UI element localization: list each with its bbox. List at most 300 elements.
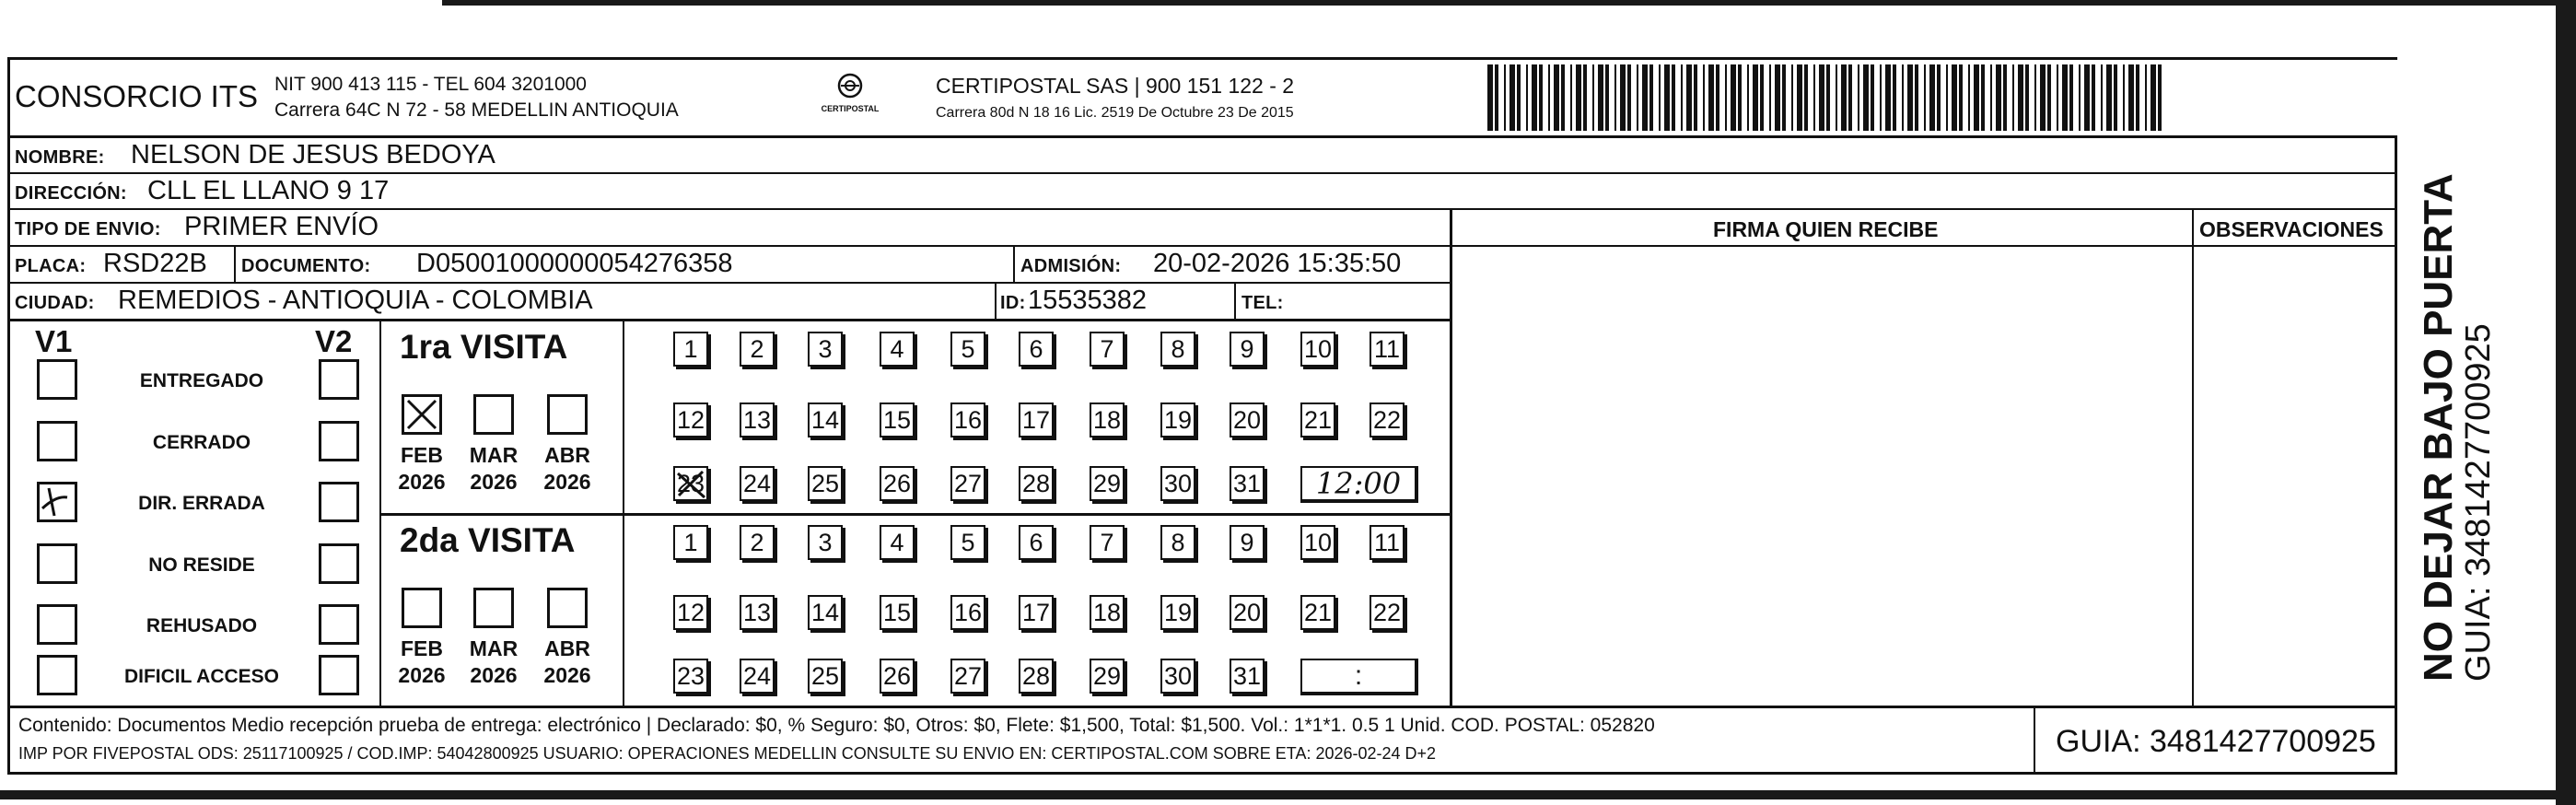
second-visit-day-box[interactable] — [1090, 595, 1125, 630]
month-label — [534, 442, 600, 496]
day-number: 12 — [676, 598, 705, 626]
day-number: 20 — [1232, 598, 1262, 626]
barcode-bar — [2128, 64, 2134, 131]
month-name: MAR — [469, 443, 519, 467]
barcode-bar — [1924, 64, 1926, 131]
second-visit-day-box[interactable] — [1300, 595, 1335, 630]
barcode-bar — [1532, 64, 1537, 131]
second-visit-day-box[interactable] — [740, 595, 775, 630]
barcode-bar — [2158, 64, 2162, 131]
v1-checkbox[interactable] — [37, 543, 77, 584]
nombre-label: NOMBRE: — [15, 147, 105, 168]
first-visit-label: 1ra VISITA — [400, 328, 568, 366]
day-number: 28 — [1021, 469, 1051, 497]
day-number: 27 — [953, 661, 983, 690]
month-name: ABR — [544, 636, 590, 660]
day-number: 27 — [953, 469, 983, 497]
barcode-bar — [2145, 64, 2147, 131]
day-number: 21 — [1303, 598, 1333, 626]
certipostal-logo — [818, 72, 882, 123]
first-visit-time-box[interactable] — [1300, 466, 1418, 503]
barcode-bar — [1937, 64, 1941, 131]
barcode-bar — [2040, 64, 2046, 131]
day-number: 13 — [742, 598, 772, 626]
company-nit: NIT 900 413 115 - TEL 604 3201000 — [274, 74, 587, 95]
documento-value: D05001000000054276358 — [416, 249, 733, 278]
day-number: 11 — [1373, 528, 1401, 556]
barcode-bar — [2092, 64, 2095, 131]
documento-label: DOCUMENTO: — [241, 256, 371, 276]
second-visit-day-box[interactable] — [808, 595, 843, 630]
company-name: CONSORCIO ITS — [15, 79, 259, 113]
barcode-bar — [1576, 64, 1581, 131]
barcode-bar — [1929, 64, 1935, 131]
v1-checkbox[interactable] — [37, 655, 77, 695]
first-visit-day-box[interactable] — [880, 332, 915, 367]
day-number: 16 — [953, 598, 983, 626]
day-number: 22 — [1372, 405, 1402, 434]
carrier-address: Carrera 80d N 18 16 Lic. 2519 De Octubre 23 De 2015 — [936, 105, 1294, 121]
barcode-bar — [1863, 64, 1869, 131]
day-number: 24 — [742, 469, 772, 497]
month-name: ABR — [544, 443, 590, 467]
day-number: 26 — [882, 469, 912, 497]
x-mark-icon — [404, 397, 439, 432]
first-visit-day-box[interactable] — [1230, 466, 1265, 501]
month-label — [389, 442, 455, 496]
first-visit-day-box[interactable] — [880, 466, 915, 501]
second-visit-month-checkbox[interactable] — [473, 588, 514, 628]
first-visit-month-checkbox[interactable] — [402, 394, 442, 435]
no-dejar-bajo-puerta: NO DEJAR BAJO PUERTA — [2416, 173, 2461, 682]
first-visit-day-box[interactable] — [880, 402, 915, 438]
barcode-bar — [1526, 64, 1528, 131]
day-number: 1 — [683, 528, 698, 556]
day-number: 31 — [1232, 661, 1262, 690]
barcode-bar — [1782, 64, 1786, 131]
day-number: 23 — [676, 469, 705, 497]
barcode-bar — [1885, 64, 1891, 131]
barcode-bar — [2012, 64, 2014, 131]
first-visit-day-box[interactable] — [808, 402, 843, 438]
direccion-value: CLL EL LLANO 9 17 — [147, 176, 390, 205]
barcode-bar — [1747, 64, 1749, 131]
first-visit-day-box[interactable] — [950, 332, 985, 367]
status-label: NO RESIDE — [148, 554, 255, 576]
day-number: 28 — [1021, 661, 1051, 690]
second-visit-day-box[interactable] — [1300, 525, 1335, 560]
v1-checkbox[interactable] — [37, 482, 77, 522]
month-name: FEB — [401, 443, 443, 467]
month-label — [460, 636, 527, 689]
barcode-bar — [1504, 64, 1506, 131]
barcode-bar — [2003, 64, 2007, 131]
barcode-bar — [1539, 64, 1543, 131]
observaciones-label: OBSERVACIONES — [2199, 217, 2384, 241]
v2-checkbox[interactable] — [319, 359, 359, 400]
scan-edge-bottom — [0, 790, 2576, 799]
second-visit-day-box[interactable] — [740, 659, 775, 694]
day-number: 10 — [1303, 528, 1333, 556]
handwritten-time: 12:00 — [1315, 466, 1402, 501]
day-number: 4 — [890, 334, 904, 363]
first-visit-day-box[interactable] — [740, 466, 775, 501]
barcode-bar — [1797, 64, 1802, 131]
second-visit-day-box[interactable] — [1019, 595, 1054, 630]
tel-label: TEL: — [1241, 293, 1284, 313]
tipo-envio-value: PRIMER ENVÍO — [184, 212, 379, 241]
first-visit-month-checkbox[interactable] — [547, 394, 588, 435]
barcode-bar — [1893, 64, 1896, 131]
barcode-bar — [1694, 64, 1697, 131]
barcode-bar — [1769, 64, 1771, 131]
barcode-bar — [1583, 64, 1587, 131]
first-visit-day-box[interactable] — [1090, 402, 1125, 438]
footer-contenido: Contenido: Documentos Medio recepción prueba de entrega: electrónico | Declarado: $0, % Seguro: $0, Otros: $0, Flete: $1,500, Total: $1,500. Vol.: 1*1*1. 0.5 1 Unid. COD. POSTAL: 052820 — [18, 715, 1655, 736]
footer-imp: IMP POR FIVEPOSTAL ODS: 25117100925 / COD.IMP: 54042800925 USUARIO: OPERACIONES MEDELLIN CONSULTE SU ENVIO EN: CERTIPOSTAL.COM SOBRE ETA: 2026-02-24 D+2 — [18, 744, 1437, 763]
status-label: DIR. ERRADA — [138, 493, 265, 514]
first-visit-day-box[interactable] — [740, 402, 775, 438]
barcode-bar — [2151, 64, 2156, 131]
day-number: 14 — [810, 405, 840, 434]
day-number: 24 — [742, 661, 772, 690]
day-number: 1 — [683, 334, 698, 363]
barcode-bar — [1968, 64, 1970, 131]
barcode-bar — [1708, 64, 1714, 131]
handwritten-check-mark — [40, 484, 75, 519]
nombre-value: NELSON DE JESUS BEDOYA — [131, 140, 495, 169]
first-visit-day-box[interactable] — [673, 466, 708, 501]
barcode-bar — [2047, 64, 2051, 131]
barcode-bar — [1659, 64, 1661, 131]
first-visit-day-box[interactable] — [1370, 402, 1405, 438]
id-value: 15535382 — [1028, 286, 1148, 315]
second-visit-time-box[interactable] — [1300, 659, 1418, 695]
company-address: Carrera 64C N 72 - 58 MEDELLIN ANTIOQUIA — [274, 99, 679, 121]
ciudad-label: CIUDAD: — [15, 293, 95, 313]
day-number: 5 — [961, 334, 975, 363]
second-visit-day-box[interactable] — [1230, 659, 1265, 694]
second-visit-day-box[interactable] — [1160, 525, 1195, 560]
month-label — [460, 442, 527, 496]
v2-label: V2 — [315, 324, 353, 358]
second-visit-day-box[interactable] — [808, 659, 843, 694]
second-visit-day-box[interactable] — [1230, 595, 1265, 630]
day-number: 21 — [1303, 405, 1333, 434]
day-number: 11 — [1373, 334, 1401, 363]
barcode-bar — [2084, 64, 2090, 131]
first-visit-day-box[interactable] — [673, 332, 708, 367]
barcode-bar — [1627, 64, 1631, 131]
barcode-bar — [2106, 64, 2112, 131]
day-number: 23 — [676, 661, 705, 690]
barcode-bar — [1614, 64, 1616, 131]
barcode-bar — [2018, 64, 2023, 131]
month-year: 2026 — [543, 469, 591, 494]
second-visit-month-checkbox[interactable] — [402, 588, 442, 628]
day-number: 8 — [1171, 528, 1185, 556]
barcode-bar — [1819, 64, 1824, 131]
first-visit-day-box[interactable] — [1230, 332, 1265, 367]
month-year: 2026 — [470, 469, 518, 494]
barcode-bar — [2114, 64, 2117, 131]
carrier-name: CERTIPOSTAL SAS | 900 151 122 - 2 — [936, 74, 1295, 98]
first-visit-month-checkbox[interactable] — [473, 394, 514, 435]
status-label: DIFICIL ACCESO — [123, 666, 279, 687]
barcode-bar — [1981, 64, 1985, 131]
first-visit-day-box[interactable] — [673, 402, 708, 438]
barcode-bar — [1760, 64, 1764, 131]
admision-label: ADMISIÓN: — [1020, 256, 1122, 276]
placa-value: RSD22B — [103, 249, 207, 278]
second-visit-day-box[interactable] — [880, 659, 915, 694]
barcode-bar — [1495, 64, 1498, 131]
day-number: 15 — [882, 598, 912, 626]
placa-label: PLACA: — [15, 256, 87, 276]
barcode-bar — [1592, 64, 1594, 131]
id-label: ID: — [1000, 293, 1026, 313]
month-year: 2026 — [398, 469, 446, 494]
barcode-bar — [1637, 64, 1638, 131]
barcode-bar — [2062, 64, 2068, 131]
barcode-bar — [2069, 64, 2073, 131]
firma-label: FIRMA QUIEN RECIBE — [1713, 217, 1939, 241]
barcode-bar — [1915, 64, 1918, 131]
day-number: 30 — [1163, 469, 1193, 497]
v2-checkbox[interactable] — [319, 543, 359, 584]
certipostal-logo-icon — [832, 72, 868, 99]
month-name: FEB — [401, 636, 443, 660]
day-number: 3 — [818, 334, 833, 363]
barcode-bar — [1509, 64, 1515, 131]
second-visit-day-box[interactable] — [1370, 595, 1405, 630]
tipo-envio-label: TIPO DE ENVIO: — [15, 219, 161, 239]
month-year: 2026 — [398, 662, 446, 687]
status-label: CERRADO — [152, 432, 251, 453]
barcode-bar — [1703, 64, 1705, 131]
barcode-bar — [2034, 64, 2036, 131]
barcode-bar — [1871, 64, 1874, 131]
barcode-bar — [1738, 64, 1742, 131]
day-number: 31 — [1232, 469, 1262, 497]
second-visit-day-box[interactable] — [1090, 525, 1125, 560]
barcode-bar — [1598, 64, 1603, 131]
day-number: 7 — [1100, 334, 1114, 363]
barcode-bar — [1907, 64, 1913, 131]
day-number: 26 — [882, 661, 912, 690]
scan-edge-top — [442, 0, 2560, 6]
logo-text: CERTIPOSTAL — [821, 104, 880, 113]
first-visit-day-box[interactable] — [1019, 402, 1054, 438]
barcode-bar — [1649, 64, 1653, 131]
barcode-bar — [1804, 64, 1808, 131]
month-year: 2026 — [470, 662, 518, 687]
v1-checkbox[interactable] — [37, 359, 77, 400]
month-name: MAR — [469, 636, 519, 660]
barcode — [1487, 64, 2169, 131]
barcode-bar — [1605, 64, 1609, 131]
second-visit-day-box[interactable] — [950, 659, 985, 694]
day-number: 14 — [810, 598, 840, 626]
first-visit-day-box[interactable] — [808, 332, 843, 367]
second-visit-day-box[interactable] — [950, 525, 985, 560]
day-number: 12 — [676, 405, 705, 434]
day-number: 10 — [1303, 334, 1333, 363]
first-visit-day-box[interactable] — [950, 402, 985, 438]
day-number: 25 — [810, 661, 840, 690]
barcode-bar — [1487, 64, 1493, 131]
barcode-bar — [1725, 64, 1727, 131]
day-number: 29 — [1092, 661, 1122, 690]
barcode-bar — [1946, 64, 1948, 131]
day-number: 20 — [1232, 405, 1262, 434]
first-visit-day-box[interactable] — [1300, 332, 1335, 367]
first-visit-day-box[interactable] — [1370, 332, 1405, 367]
day-number: 19 — [1163, 598, 1193, 626]
second-visit-day-box[interactable] — [1370, 525, 1405, 560]
first-visit-day-box[interactable] — [740, 332, 775, 367]
first-visit-day-box[interactable] — [1230, 402, 1265, 438]
v2-checkbox[interactable] — [319, 421, 359, 461]
barcode-bar — [1731, 64, 1736, 131]
barcode-bar — [1548, 64, 1550, 131]
barcode-bar — [1813, 64, 1815, 131]
first-visit-day-box[interactable] — [1160, 402, 1195, 438]
second-visit-label: 2da VISITA — [400, 521, 576, 559]
day-number: 18 — [1092, 598, 1122, 626]
time-placeholder: : — [1354, 660, 1363, 691]
direccion-label: DIRECCIÓN: — [15, 183, 127, 204]
day-number: 19 — [1163, 405, 1193, 434]
barcode-bar — [1561, 64, 1565, 131]
day-number: 2 — [750, 528, 764, 556]
first-visit-day-box[interactable] — [1019, 332, 1054, 367]
v1-label: V1 — [35, 324, 73, 358]
barcode-bar — [1836, 64, 1837, 131]
second-visit-day-box[interactable] — [1160, 595, 1195, 630]
day-number: 9 — [1240, 334, 1254, 363]
second-visit-day-box[interactable] — [1160, 659, 1195, 694]
barcode-bar — [1716, 64, 1719, 131]
first-visit-day-box[interactable] — [1160, 466, 1195, 501]
barcode-bar — [1996, 64, 2001, 131]
second-visit-day-box[interactable] — [880, 525, 915, 560]
barcode-bar — [2123, 64, 2125, 131]
second-visit-day-box[interactable] — [1019, 659, 1054, 694]
day-number: 22 — [1372, 598, 1402, 626]
first-visit-day-box[interactable] — [950, 466, 985, 501]
day-number: 5 — [961, 528, 975, 556]
day-number: 17 — [1021, 405, 1051, 434]
second-visit-day-box[interactable] — [880, 595, 915, 630]
second-visit-day-box[interactable] — [673, 525, 708, 560]
barcode-bar — [1826, 64, 1830, 131]
day-number: 13 — [742, 405, 772, 434]
barcode-bar — [1880, 64, 1882, 131]
first-visit-day-box[interactable] — [1019, 466, 1054, 501]
barcode-bar — [1990, 64, 1992, 131]
v2-checkbox[interactable] — [319, 482, 359, 522]
barcode-bar — [1841, 64, 1847, 131]
footer-guia: GUIA: 3481427700925 — [2056, 724, 2376, 759]
second-visit-day-box[interactable] — [950, 595, 985, 630]
month-label — [389, 636, 455, 689]
day-number: 16 — [953, 405, 983, 434]
barcode-bar — [2079, 64, 2081, 131]
first-visit-day-box[interactable] — [1090, 332, 1125, 367]
first-visit-day-box[interactable] — [808, 466, 843, 501]
first-visit-day-box[interactable] — [1160, 332, 1195, 367]
second-visit-day-box[interactable] — [1230, 525, 1265, 560]
day-number: 25 — [810, 469, 840, 497]
barcode-bar — [1902, 64, 1904, 131]
month-year: 2026 — [543, 662, 591, 687]
day-number: 30 — [1163, 661, 1193, 690]
ciudad-value: REMEDIOS - ANTIOQUIA - COLOMBIA — [118, 286, 593, 315]
barcode-bar — [1959, 64, 1963, 131]
second-visit-day-box[interactable] — [673, 659, 708, 694]
v2-checkbox[interactable] — [319, 604, 359, 645]
day-number: 29 — [1092, 469, 1122, 497]
handwritten-x-mark — [675, 468, 708, 501]
day-number: 6 — [1029, 528, 1043, 556]
day-number: 3 — [818, 528, 833, 556]
barcode-bar — [1517, 64, 1521, 131]
v1-checkbox[interactable] — [37, 604, 77, 645]
day-number: 15 — [882, 405, 912, 434]
v1-checkbox[interactable] — [37, 421, 77, 461]
day-number: 8 — [1171, 334, 1185, 363]
day-number: 6 — [1029, 334, 1043, 363]
day-number: 9 — [1240, 528, 1254, 556]
day-number: 17 — [1021, 598, 1051, 626]
barcode-bar — [1686, 64, 1692, 131]
barcode-bar — [2136, 64, 2139, 131]
barcode-bar — [2025, 64, 2029, 131]
first-visit-day-box[interactable] — [1300, 402, 1335, 438]
scan-edge-right — [2556, 0, 2576, 805]
side-text — [2418, 111, 2499, 682]
second-visit-day-box[interactable] — [1090, 659, 1125, 694]
barcode-bar — [1620, 64, 1626, 131]
first-visit-day-box[interactable] — [1090, 466, 1125, 501]
barcode-bar — [1570, 64, 1572, 131]
barcode-bar — [1974, 64, 1979, 131]
barcode-bar — [1858, 64, 1859, 131]
barcode-bar — [1848, 64, 1852, 131]
barcode-bar — [2057, 64, 2058, 131]
status-label: ENTREGADO — [139, 370, 264, 391]
barcode-bar — [1642, 64, 1648, 131]
v2-checkbox[interactable] — [319, 655, 359, 695]
day-number: 4 — [890, 528, 904, 556]
barcode-bar — [1681, 64, 1683, 131]
barcode-bar — [2101, 64, 2103, 131]
second-visit-day-box[interactable] — [1019, 525, 1054, 560]
second-visit-day-box[interactable] — [808, 525, 843, 560]
day-number: 2 — [750, 334, 764, 363]
day-number: 7 — [1100, 528, 1114, 556]
month-label — [534, 636, 600, 689]
side-guia: GUIA: 3481427700925 — [2459, 323, 2499, 682]
barcode-bar — [1775, 64, 1780, 131]
day-number: 18 — [1092, 405, 1122, 434]
second-visit-day-box[interactable] — [673, 595, 708, 630]
second-visit-month-checkbox[interactable] — [547, 588, 588, 628]
barcode-bar — [1952, 64, 1957, 131]
status-label: REHUSADO — [146, 615, 258, 636]
second-visit-day-box[interactable] — [740, 525, 775, 560]
